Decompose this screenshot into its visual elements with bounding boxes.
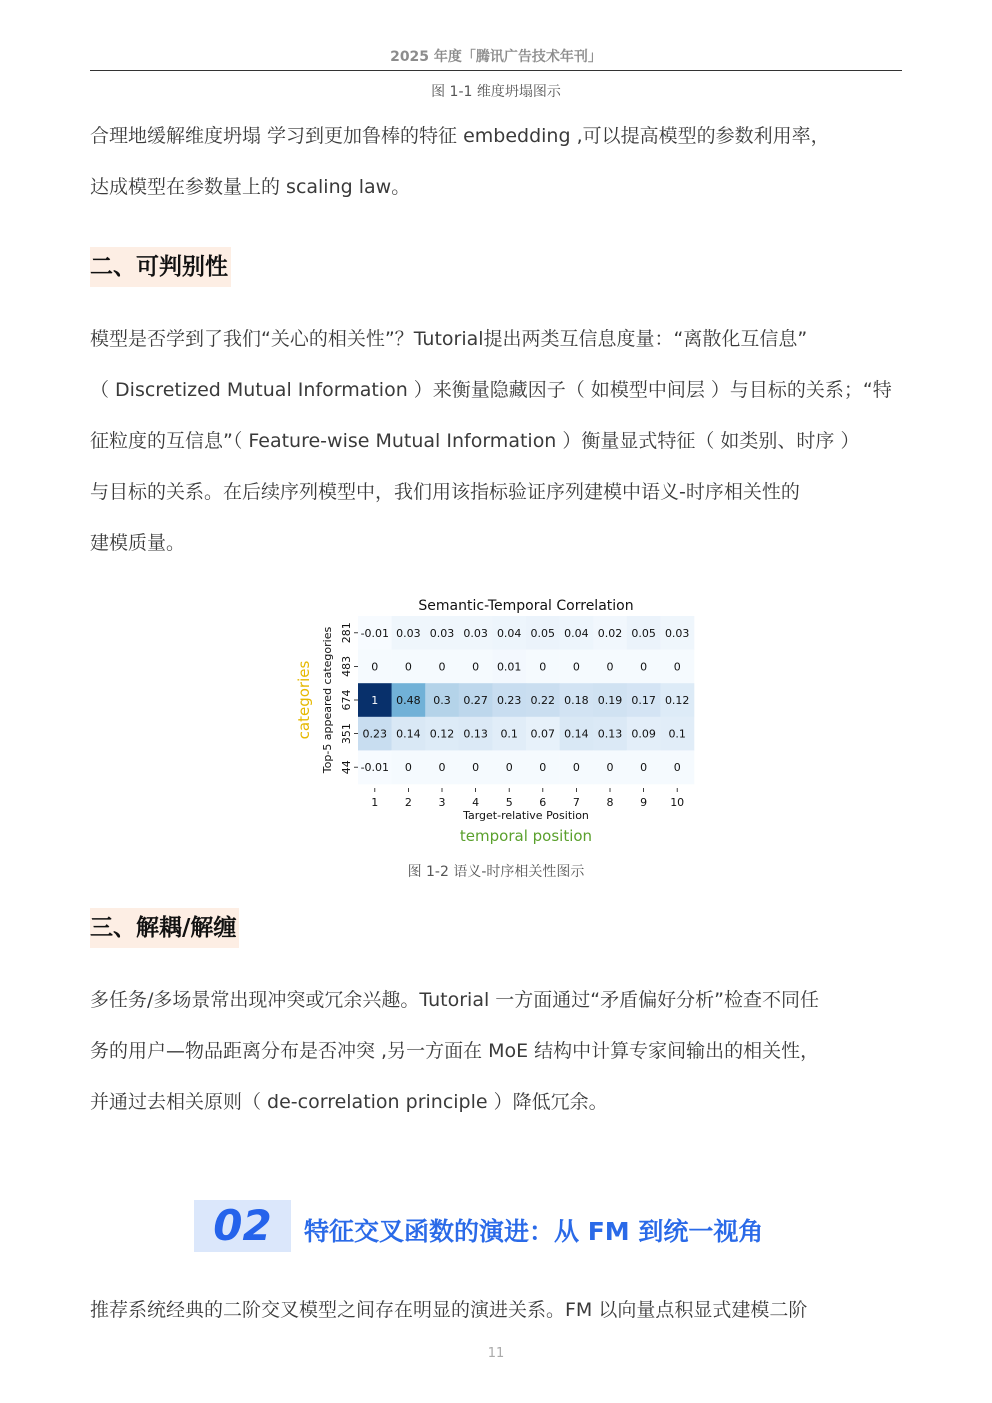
- paragraph-line: 与目标的关系。在后续序列模型中，我们用该指标验证序列建模中语义-时序相关性的: [90, 481, 800, 503]
- heatmap-cell-value: 0.13: [597, 727, 623, 741]
- y-tick-label: 674: [340, 689, 353, 711]
- heatmap-y-ticks: [340, 622, 358, 774]
- y-tick-label: 351: [340, 723, 353, 745]
- y-tick-label: 281: [340, 622, 353, 644]
- chapter-number-badge: [194, 1200, 291, 1252]
- heatmap-cell-value: 0: [640, 761, 648, 775]
- y-tick-label: 483: [340, 655, 353, 677]
- heatmap-cell-value: 0.03: [664, 626, 690, 640]
- heatmap-cell-value: 0: [539, 660, 547, 674]
- x-tick-label: 6: [539, 796, 547, 809]
- heatmap-cell-value: 0.04: [496, 626, 522, 640]
- heatmap-cell-value: 0: [438, 761, 446, 775]
- page-number: 11: [487, 1346, 505, 1361]
- heatmap-x-ticks: [371, 788, 684, 809]
- heatmap-cell-value: 0.17: [631, 694, 656, 707]
- heatmap-cell-value: 0: [539, 761, 547, 775]
- heatmap-cell-value: 1: [371, 694, 379, 707]
- heatmap-cell-value: 0: [472, 660, 480, 674]
- figure-caption-1-2: 图 1-2 语义-时序相关性图示: [407, 864, 585, 880]
- heatmap-cell-value: 0.03: [396, 626, 421, 640]
- heatmap-cell-value: 0.03: [429, 626, 455, 640]
- heatmap-cell-value: 0.04: [564, 626, 589, 640]
- chapter-title: 特征交叉函数的演进：从 FM 到统一视角: [304, 1217, 764, 1246]
- heatmap-cell-value: 0: [606, 660, 614, 674]
- paragraph-line: 合理地缓解维度坍塌 学习到更加鲁棒的特征 embedding ,可以提高模型的参数利用率，: [90, 125, 830, 147]
- paragraph-feature-cross: [90, 1285, 902, 1336]
- heatmap-cell-value: 0.27: [463, 694, 488, 707]
- heatmap-cell-value: 0.05: [631, 626, 656, 640]
- x-tick-label: 4: [472, 796, 480, 809]
- heatmap-cell-value: 0.12: [664, 694, 690, 707]
- paragraph-discriminability: [90, 314, 902, 569]
- heatmap-cell-value: 0.09: [631, 727, 656, 741]
- page-header: 2025 年度「腾讯广告技术年刊」: [390, 49, 602, 65]
- heatmap-cell-value: 0.18: [564, 694, 589, 707]
- y-annotation: categories: [295, 660, 313, 740]
- x-tick-label: 1: [371, 796, 379, 809]
- heatmap-cell-value: -0.01: [360, 761, 390, 775]
- heatmap-cell-value: 0: [673, 660, 681, 674]
- paragraph-line: 推荐系统经典的二阶交叉模型之间存在明显的演进关系。FM 以向量点积显式建模二阶: [90, 1299, 808, 1321]
- paragraph-line: （ Discretized Mutual Information ）来衡量隐藏因子（ 如模型中间层 ）与目标的关系；“特: [90, 379, 892, 401]
- heatmap-cell-value: 0.13: [463, 727, 488, 741]
- heatmap-cell-value: 0: [371, 660, 379, 674]
- heatmap-cell-value: 0: [505, 761, 513, 775]
- heatmap-cell-value: 0.1: [668, 727, 686, 741]
- heatmap-cell-value: 0.1: [500, 727, 518, 741]
- heatmap-cell-value: 0.01: [496, 660, 522, 674]
- x-tick-label: 9: [640, 796, 648, 809]
- heatmap-cell-value: 0: [472, 761, 480, 775]
- heatmap-cell-value: 0: [640, 660, 648, 674]
- header-divider: [90, 70, 902, 71]
- x-tick-label: 2: [404, 796, 412, 809]
- x-tick-label: 3: [438, 796, 446, 809]
- heatmap-cell-value: 0: [404, 660, 412, 674]
- x-tick-label: 7: [572, 796, 580, 809]
- section-heading-disentanglement: 三、解耦/解缠: [90, 908, 239, 948]
- x-tick-label: 5: [505, 796, 513, 809]
- paragraph-line: 征粒度的互信息”（ Feature-wise Mutual Information ）衡量显式特征（ 如类别、时序 ）: [90, 430, 860, 452]
- heatmap-cell-value: 0.22: [530, 694, 556, 707]
- x-annotation: temporal position: [459, 827, 593, 845]
- paragraph-dimension-collapse: [90, 111, 902, 213]
- heatmap-cells: [358, 616, 694, 784]
- heatmap-cell-value: 0.23: [496, 694, 522, 707]
- heatmap-figure: [280, 590, 720, 852]
- heatmap-cell-value: 0.03: [463, 626, 488, 640]
- paragraph-line: 并通过去相关原则（ de-correlation principle ）降低冗余。: [90, 1091, 608, 1113]
- heatmap-cell-value: 0: [572, 660, 580, 674]
- heatmap-cell-value: 0.12: [429, 727, 455, 741]
- y-tick-label: 44: [340, 760, 353, 775]
- heatmap-cell-value: 0.19: [597, 694, 623, 707]
- heatmap-cell-value: 0: [572, 761, 580, 775]
- heatmap-cell-value: 0.02: [597, 626, 623, 640]
- heatmap-cell-value: 0.07: [530, 727, 556, 741]
- heatmap-cell-value: -0.01: [360, 626, 390, 640]
- x-axis-label: Target-relative Position: [463, 809, 589, 822]
- heatmap-cell-value: 0.48: [396, 694, 421, 707]
- chapter-number: 02: [213, 1201, 272, 1250]
- figure-caption-1-1: 图 1-1 维度坍塌图示: [431, 84, 561, 100]
- paragraph-line: 模型是否学到了我们“关心的相关性”？Tutorial提出两类互信息度量：“离散化互信息”: [90, 328, 808, 350]
- heatmap-cell-value: 0.14: [396, 727, 421, 741]
- x-tick-label: 8: [606, 796, 614, 809]
- heatmap-cell-value: 0: [673, 761, 681, 775]
- heatmap-cell-value: 0.23: [362, 727, 388, 741]
- y-axis-label: Top-5 appeared categories: [321, 626, 334, 774]
- heatmap-cell-value: 0.14: [564, 727, 589, 741]
- heatmap-cell-value: 0: [404, 761, 412, 775]
- paragraph-line: 务的用户—物品距离分布是否冲突 ,另一方面在 MoE 结构中计算专家间输出的相关性，: [90, 1040, 820, 1062]
- paragraph-line: 建模质量。: [90, 532, 186, 554]
- heatmap-cell-value: 0: [606, 761, 614, 775]
- paragraph-disentanglement: [90, 975, 902, 1128]
- chart-title: Semantic-Temporal Correlation: [418, 598, 634, 614]
- paragraph-line: 达成模型在参数量上的 scaling law。: [90, 176, 411, 198]
- heatmap-cell-value: 0: [438, 660, 446, 674]
- heatmap-chart: [280, 590, 720, 852]
- section-heading-discriminability: 二、可判别性: [90, 247, 231, 287]
- heatmap-cell-value: 0.05: [530, 626, 556, 640]
- x-tick-label: 10: [670, 796, 685, 809]
- heatmap-cell-value: 0.3: [433, 694, 451, 707]
- paragraph-line: 多任务/多场景常出现冲突或冗余兴趣。Tutorial 一方面通过“矛盾偏好分析”检查不同任: [90, 989, 819, 1011]
